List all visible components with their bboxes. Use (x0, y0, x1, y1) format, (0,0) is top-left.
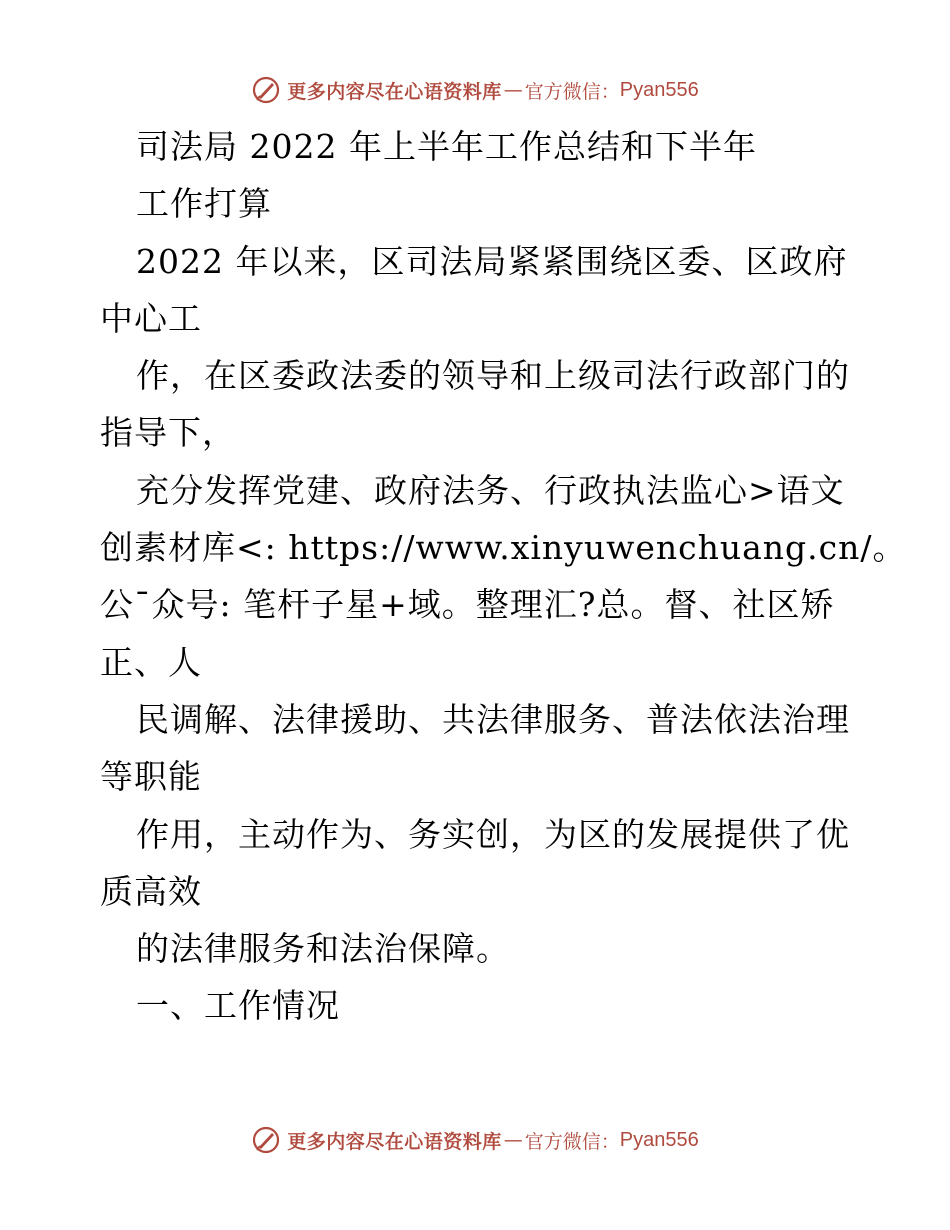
paragraph-line: 充分发挥党建、政府法务、行政执法监心>语文 (136, 470, 845, 510)
paragraph-line: 中心工 (100, 298, 202, 338)
quill-circle-icon (251, 75, 281, 105)
banner-separator: — (503, 79, 523, 101)
document-title-line-2: 工作打算 (136, 184, 272, 224)
paragraph-line: 民调解、法律援助、共法律服务、普法依法治理 (136, 699, 850, 739)
banner-wechat-label: 官方微信： (524, 80, 620, 103)
banner-site-text: 更多内容尽在心语资料库 (287, 80, 502, 103)
document-title-line-1: 司法局 2022 年上半年工作总结和下半年 (136, 127, 757, 166)
quill-circle-icon (251, 1125, 281, 1155)
paragraph-line: 作，在区委政法委的领导和上级司法行政部门的 (136, 356, 850, 396)
banner-separator: — (503, 1129, 523, 1151)
paragraph-line: 作用，主动作为、务实创，为区的发展提供了优 (136, 814, 850, 854)
paragraph-line: 正、人 (100, 642, 202, 682)
document-body (100, 118, 907, 1035)
header-banner (0, 70, 950, 110)
paragraph-line: 指导下， (100, 413, 236, 453)
banner-site-text: 更多内容尽在心语资料库 (287, 1130, 502, 1153)
footer-banner (0, 1120, 950, 1160)
banner-wechat-id: Pyan556 (619, 78, 699, 101)
banner-wechat-id: Pyan556 (619, 1128, 699, 1151)
paragraph-line: 质高效 (100, 871, 202, 911)
paragraph-line: 创素材库<: https://www.xinyuwenchuang.cn/。 (100, 528, 907, 568)
paragraph-line: 公¯众号: 笔杆子星+域。整理汇?总。督、社区矫 (100, 585, 835, 625)
banner-wechat-label: 官方微信： (524, 1130, 620, 1153)
paragraph-line: 的法律服务和法治保障。 (136, 929, 510, 969)
paragraph-line: 等职能 (100, 757, 202, 797)
section-heading: 一、工作情况 (136, 986, 340, 1026)
paragraph-line: 2022 年以来，区司法局紧紧围绕区委、区政府 (136, 241, 848, 281)
